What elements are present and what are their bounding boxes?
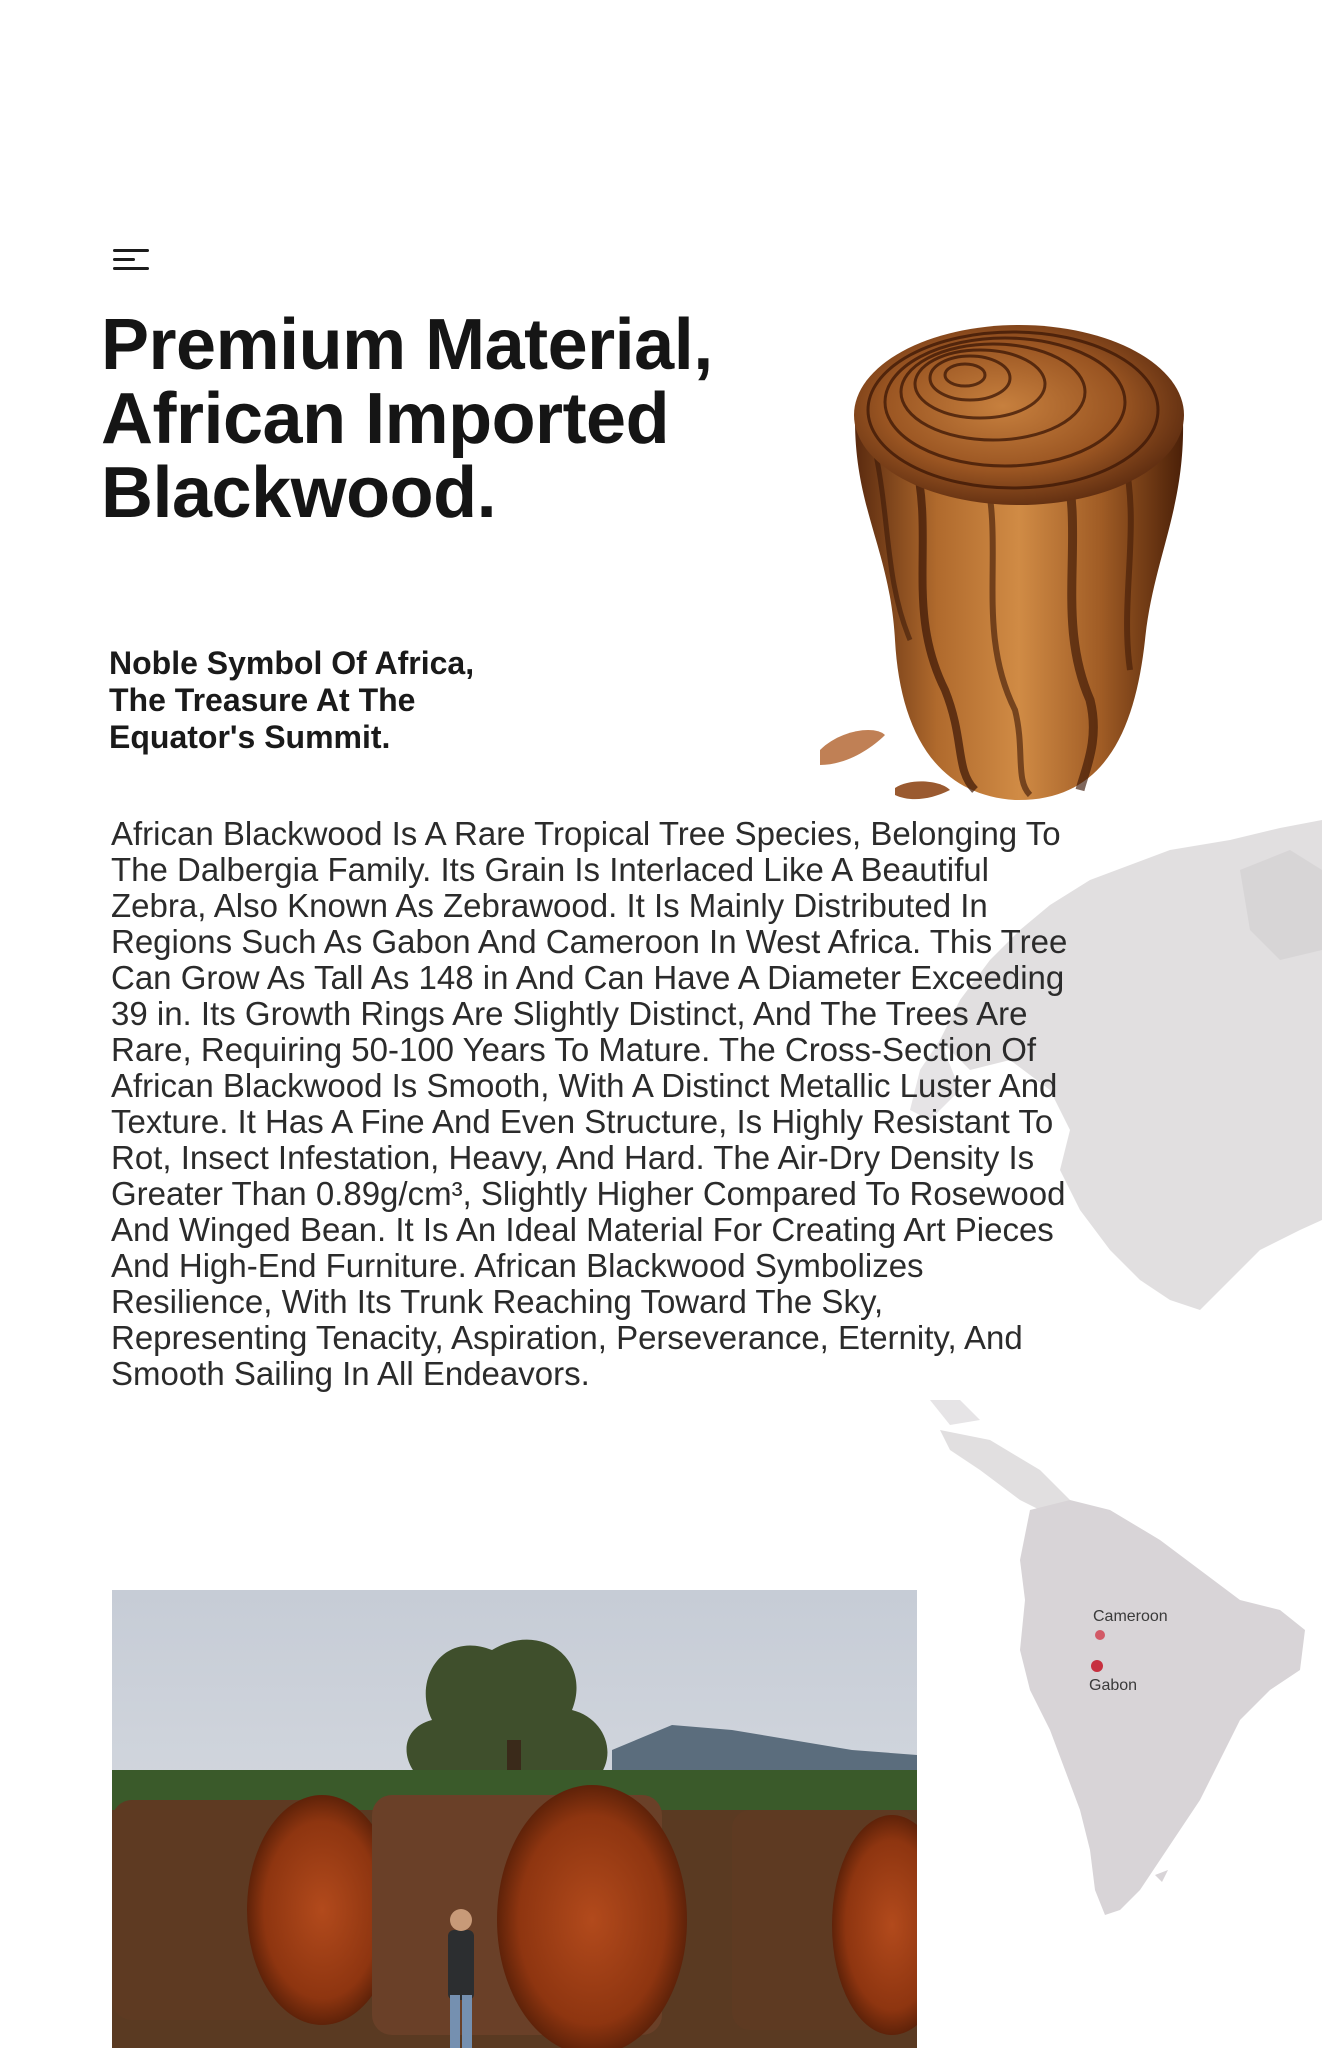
gabon-marker [1091,1660,1103,1672]
south-america-shape [1020,1500,1305,1915]
blackwood-stump-image [815,310,1220,810]
page-title: Premium Material, African Imported Blackwood. [101,305,713,533]
cameroon-marker [1095,1630,1105,1640]
map-label-cameroon: Cameroon [1093,1608,1168,1625]
menu-button[interactable] [110,244,152,276]
map-label-gabon: Gabon [1089,1677,1138,1694]
hamburger-menu-icon [110,244,152,276]
page-subtitle: Noble Symbol Of Africa, The Treasure At The Equator's Summit. [109,645,475,755]
blackwood-logs-photo [112,1590,917,2048]
article-body: African Blackwood Is A Rare Tropical Tree Species, Belonging To The Dalbergia Family. Its Grain Is Interlaced Like A Beautiful Zebra, Also Known As Zebrawood. It Is Mainly Distributed In Regions Such As Gabon And Cameroon In West Africa. This Tree Can Grow As Tall As 148 in And Can Have A Diameter Exceeding 39 in. Its Growth Rings Are Slightly Distinct, And The Trees Are Rare, Requiring 50-100 Years To Mature. The Cross-Section Of African Blackwood Is Smooth, With A Distinct Metallic Luster And Texture. It Has A Fine And Even Structure, Is Highly Resistant To Rot, Insect Infestation, Heavy, And Hard. The Air-Dry Density Is Greater Than 0.89g/cm³, Slightly Higher Compared To Rosewood And Winged Bean. It Is An Ideal Material For Creating Art Pieces And High-End Furniture. African Blackwood Symbolizes Resilience, With Its Trunk Reaching Toward The Sky, Representing Tenacity, Aspiration, Perseverance, Eternity, And Smooth Sailing In All Endeavors. [111,815,1068,1392]
